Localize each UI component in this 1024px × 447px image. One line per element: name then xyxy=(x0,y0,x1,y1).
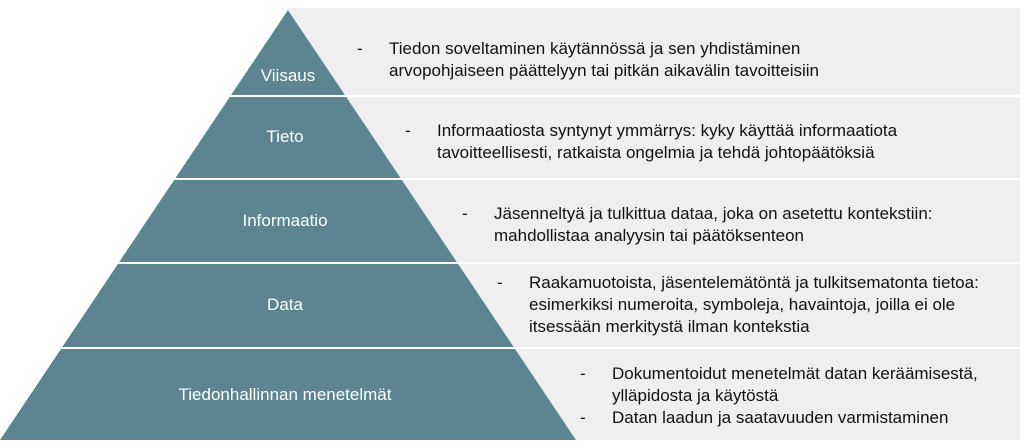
level-label-viisaus: Viisaus xyxy=(260,66,316,85)
bullet-dash: - xyxy=(580,408,586,427)
bullet-text: Tiedon soveltaminen käytännössä ja sen yhdistäminen arvopohjaiseen päättelyyn tai pitkän aikavälin tavoitteisiin xyxy=(389,39,819,80)
level-label-data: Data xyxy=(267,295,303,314)
description-bullet xyxy=(405,120,995,164)
level-description-data xyxy=(497,272,1017,338)
level-description-informaatio xyxy=(462,203,1002,247)
bullet-text: Raakamuotoista, jäsentelemätöntä ja tulkitsematonta tietoa: esimerkiksi numeroita, symboleja, havaintoja, joilla ei ole itsessään merkitystä ilman kontekstia xyxy=(529,273,979,336)
description-bullet xyxy=(357,38,917,82)
bullet-dash: - xyxy=(580,364,586,383)
bullet-text: Datan laadun ja saatavuuden varmistaminen xyxy=(612,408,949,427)
description-bullet xyxy=(580,407,1020,429)
bullet-dash: - xyxy=(405,121,411,140)
level-label-informaatio: Informaatio xyxy=(242,211,328,230)
bullet-dash: - xyxy=(497,273,503,292)
level-label-tiedonhallinnan-menetelmat: Tiedonhallinnan menetelmät xyxy=(178,385,392,404)
level-description-viisaus xyxy=(357,38,917,82)
level-description-tiedonhallinnan-menetelmat xyxy=(580,363,1020,429)
level-description-tieto xyxy=(405,120,995,164)
bullet-dash: - xyxy=(357,39,363,58)
bullet-text: Informaatiosta syntynyt ymmärrys: kyky käyttää informaatiota tavoitteellisesti, ratkaista ongelmia ja tehdä johtopäätöksiä xyxy=(437,121,898,162)
description-bullet xyxy=(462,203,1002,247)
description-bullet xyxy=(580,363,1020,407)
level-label-tieto: Tieto xyxy=(266,127,304,146)
bullet-text: Jäsenneltyä ja tulkittua dataa, joka on asetettu kontekstiin: mahdollistaa analyysin tai päätöksenteon xyxy=(494,204,933,245)
bullet-dash: - xyxy=(462,204,468,223)
description-bullet xyxy=(497,272,1017,338)
bullet-text: Dokumentoidut menetelmät datan keräämisestä, ylläpidosta ja käytöstä xyxy=(612,364,978,405)
